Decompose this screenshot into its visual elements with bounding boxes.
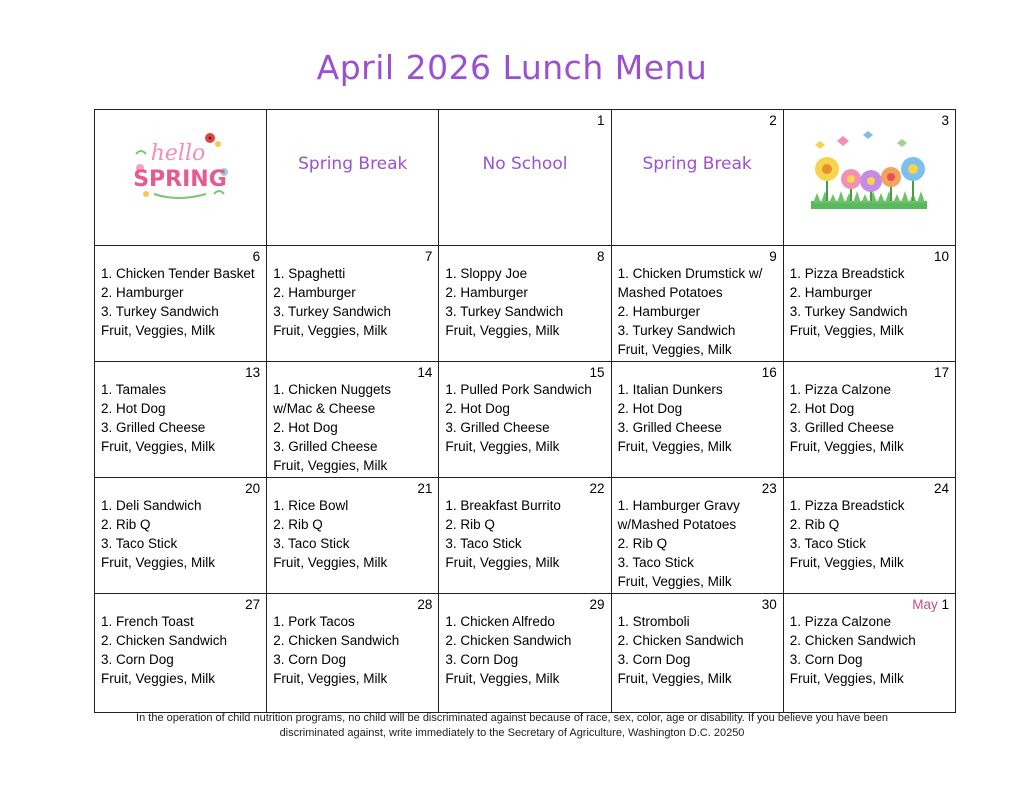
menu-item: 1. Chicken Alfredo [445, 614, 555, 629]
menu-item: 2. Chicken Sandwich [273, 632, 400, 648]
menu-item: 1. Pork Tacos [273, 614, 355, 629]
menu-item: 2. Rib Q [445, 516, 495, 532]
menu-item: 2. Chicken Sandwich [617, 632, 744, 648]
menu-item: 1. Pizza Calzone [789, 614, 892, 629]
page-title: April 2026 Lunch Menu [316, 48, 708, 87]
menu-item: 2. Hamburger [445, 284, 528, 300]
menu-item: 1. Sloppy Joe [445, 266, 528, 281]
menu-item: 2. Hamburger [617, 303, 701, 319]
day-number-value: 23 [761, 481, 777, 496]
menu-item: w/Mac & Cheese [273, 400, 376, 416]
calendar-cell-day-6 [95, 246, 267, 362]
calendar-cell-day-15 [439, 362, 611, 478]
calendar-cell-art [95, 110, 267, 246]
no-school-banner: No School [482, 154, 568, 174]
menu-item: Fruit, Veggies, Milk [101, 554, 216, 570]
day-number [618, 480, 777, 497]
day-number [445, 596, 604, 613]
menu-item: 1. Italian Dunkers [617, 382, 723, 397]
menu-item: Fruit, Veggies, Milk [273, 322, 388, 338]
flowers-butterflies-art-icon [807, 129, 931, 215]
calendar-cell-day-1 [439, 110, 611, 246]
menu-item: Fruit, Veggies, Milk [617, 341, 732, 357]
day-number [273, 596, 432, 613]
calendar-cell-day-29 [439, 594, 611, 713]
day-number [618, 596, 777, 613]
menu-item: Fruit, Veggies, Milk [445, 670, 560, 686]
menu-item: 1. Breakfast Burrito [445, 498, 561, 513]
calendar-cell-day-27 [95, 594, 267, 713]
footer-line-1: In the operation of child nutrition programs, no child will be discriminated against because of race, sex, color, age or disability. If you believe you have been [136, 712, 888, 724]
calendar-cell-spring-break [267, 110, 439, 246]
menu-item: Fruit, Veggies, Milk [445, 438, 560, 454]
day-number [618, 364, 777, 381]
day-number [790, 364, 949, 381]
menu-item: Fruit, Veggies, Milk [101, 670, 216, 686]
menu-item: 1. Hamburger Gravy [617, 498, 740, 513]
day-number [445, 364, 604, 381]
calendar-row [95, 246, 956, 362]
spring-break-banner: Spring Break [298, 154, 408, 174]
calendar-cell-day-23 [611, 478, 783, 594]
calendar-cell-day-30 [611, 594, 783, 713]
menu-item: 3. Turkey Sandwich [101, 303, 219, 319]
menu-item: 3. Corn Dog [617, 651, 691, 667]
menu-item: 2. Chicken Sandwich [101, 632, 228, 648]
day-number-value: 14 [417, 365, 433, 380]
menu-item: Fruit, Veggies, Milk [789, 554, 904, 570]
menu-item: 3. Corn Dog [445, 651, 519, 667]
day-number-value: 9 [769, 249, 777, 264]
menu-item: w/Mashed Potatoes [617, 516, 737, 532]
menu-item: 3. Grilled Cheese [101, 419, 206, 435]
menu-item: 2. Rib Q [101, 516, 151, 532]
menu-item: 1. Tamales [101, 382, 167, 397]
menu-item: Fruit, Veggies, Milk [273, 457, 388, 473]
day-number [273, 364, 432, 381]
menu-item: 2. Rib Q [273, 516, 323, 532]
menu-item: Fruit, Veggies, Milk [617, 670, 732, 686]
menu-item: 1. French Toast [101, 614, 194, 629]
calendar-cell-day-3 [783, 110, 955, 246]
calendar-cell-day-1 [783, 594, 955, 713]
art-text-hello: hello [150, 141, 205, 166]
day-number [445, 248, 604, 265]
menu-item: 3. Turkey Sandwich [273, 303, 391, 319]
menu-item: 3. Turkey Sandwich [617, 322, 736, 338]
menu-item: 2. Hot Dog [789, 400, 855, 416]
menu-item: Fruit, Veggies, Milk [789, 670, 904, 686]
day-number [445, 480, 604, 497]
day-number-value: 15 [589, 365, 605, 380]
day-number-value: 8 [597, 249, 605, 264]
calendar-row [95, 110, 956, 246]
menu-item: 1. Pulled Pork Sandwich [445, 382, 592, 397]
menu-item: Fruit, Veggies, Milk [273, 554, 388, 570]
art-text-spring: SPRING [132, 167, 227, 192]
menu-item: 3. Corn Dog [789, 651, 863, 667]
menu-item: Fruit, Veggies, Milk [273, 670, 388, 686]
day-number [101, 480, 260, 497]
menu-item: 3. Grilled Cheese [445, 419, 550, 435]
day-number-value: 7 [424, 249, 433, 264]
menu-item: Fruit, Veggies, Milk [617, 438, 732, 454]
menu-item: 1. Chicken Tender Basket [101, 266, 255, 281]
menu-item: 2. Hot Dog [273, 419, 338, 435]
menu-item: 3. Taco Stick [273, 535, 350, 551]
calendar-cell-day-28 [267, 594, 439, 713]
menu-item: 3. Taco Stick [445, 535, 522, 551]
calendar-cell-day-14 [267, 362, 439, 478]
day-number [101, 364, 260, 381]
calendar-cell-day-17 [783, 362, 955, 478]
day-number [790, 596, 949, 613]
menu-item: 3. Grilled Cheese [617, 419, 722, 435]
day-number [273, 248, 432, 265]
day-number [101, 596, 260, 613]
menu-item: 2. Hot Dog [617, 400, 683, 416]
day-number-value: 24 [933, 481, 949, 496]
spring-break-banner: Spring Break [642, 154, 752, 174]
day-number [790, 248, 949, 265]
menu-item: 1. Pizza Breadstick [789, 498, 905, 513]
day-number-value: 17 [933, 365, 949, 380]
menu-item: 2. Chicken Sandwich [445, 632, 572, 648]
day-number-value: 30 [761, 597, 777, 612]
calendar-cell-day-20 [95, 478, 267, 594]
day-number-value: 13 [245, 365, 261, 380]
menu-item: 3. Grilled Cheese [273, 438, 378, 454]
day-number: 2 [769, 113, 777, 128]
day-number [790, 480, 949, 497]
day-number-value: 20 [245, 481, 261, 496]
day-number-value: 27 [245, 597, 261, 612]
menu-item: 2. Hamburger [789, 284, 873, 300]
menu-item: 3. Turkey Sandwich [789, 303, 908, 319]
calendar-cell-day-16 [611, 362, 783, 478]
calendar-cell-day-9 [611, 246, 783, 362]
calendar-cell-day-7 [267, 246, 439, 362]
calendar-row [95, 362, 956, 478]
nondiscrimination-statement [60, 711, 964, 741]
day-number: 1 [597, 113, 605, 128]
menu-item: 1. Pizza Breadstick [789, 266, 905, 281]
menu-item: 1. Pizza Calzone [789, 382, 892, 397]
calendar-cell-day-10 [783, 246, 955, 362]
day-number [618, 248, 777, 265]
menu-item: 2. Hot Dog [445, 400, 510, 416]
menu-item: 2. Rib Q [617, 535, 668, 551]
menu-item: Fruit, Veggies, Milk [789, 438, 904, 454]
calendar-row [95, 594, 956, 713]
next-month-label: May [912, 597, 938, 612]
day-number-value: 21 [417, 481, 433, 496]
menu-item: Fruit, Veggies, Milk [617, 573, 732, 589]
menu-item: 2. Hamburger [273, 284, 356, 300]
menu-item: 3. Turkey Sandwich [445, 303, 564, 319]
footer-line-2: discriminated against, write immediately to the Secretary of Agriculture, Washington D.C. 20250 [279, 727, 745, 739]
day-number-value: 22 [589, 481, 605, 496]
menu-item: 1. Deli Sandwich [101, 498, 202, 513]
menu-item: 3. Corn Dog [273, 651, 346, 667]
menu-item: 3. Taco Stick [789, 535, 867, 551]
menu-item: 3. Taco Stick [101, 535, 178, 551]
calendar-cell-day-22 [439, 478, 611, 594]
day-number-value: 29 [589, 597, 605, 612]
day-number: 3 [941, 113, 949, 128]
calendar-cell-day-13 [95, 362, 267, 478]
menu-item: 1. Stromboli [617, 614, 690, 629]
hello-spring-art-icon [126, 124, 236, 214]
calendar-cell-day-24 [783, 478, 955, 594]
day-number-value: 10 [933, 249, 949, 264]
menu-item: Fruit, Veggies, Milk [101, 438, 216, 454]
menu-calendar-grid [94, 109, 956, 713]
menu-item: Fruit, Veggies, Milk [445, 322, 560, 338]
calendar-cell-day-8 [439, 246, 611, 362]
menu-item: Fruit, Veggies, Milk [789, 322, 904, 338]
day-number-value: 6 [252, 249, 261, 264]
menu-item: 2. Hamburger [101, 284, 184, 300]
menu-item: 2. Rib Q [789, 516, 840, 532]
menu-item: 3. Grilled Cheese [789, 419, 895, 435]
menu-item: 1. Rice Bowl [273, 498, 349, 513]
menu-item: 3. Taco Stick [617, 554, 694, 570]
menu-item: 3. Corn Dog [101, 651, 174, 667]
menu-item: 1. Chicken Nuggets [273, 382, 392, 397]
day-number-value: 1 [941, 597, 949, 612]
menu-item: 1. Chicken Drumstick w/ [617, 266, 763, 281]
calendar-cell-day-21 [267, 478, 439, 594]
day-number-value: 28 [417, 597, 433, 612]
calendar-row [95, 478, 956, 594]
menu-item: Fruit, Veggies, Milk [445, 554, 560, 570]
calendar-cell-day-2 [611, 110, 783, 246]
menu-item: 1. Spaghetti [273, 266, 346, 281]
menu-item: 2. Chicken Sandwich [789, 632, 916, 648]
day-number [273, 480, 432, 497]
day-number-value: 16 [761, 365, 777, 380]
menu-item: 2. Hot Dog [101, 400, 166, 416]
menu-item: Fruit, Veggies, Milk [101, 322, 216, 338]
day-number [101, 248, 260, 265]
menu-item: Mashed Potatoes [617, 284, 723, 300]
